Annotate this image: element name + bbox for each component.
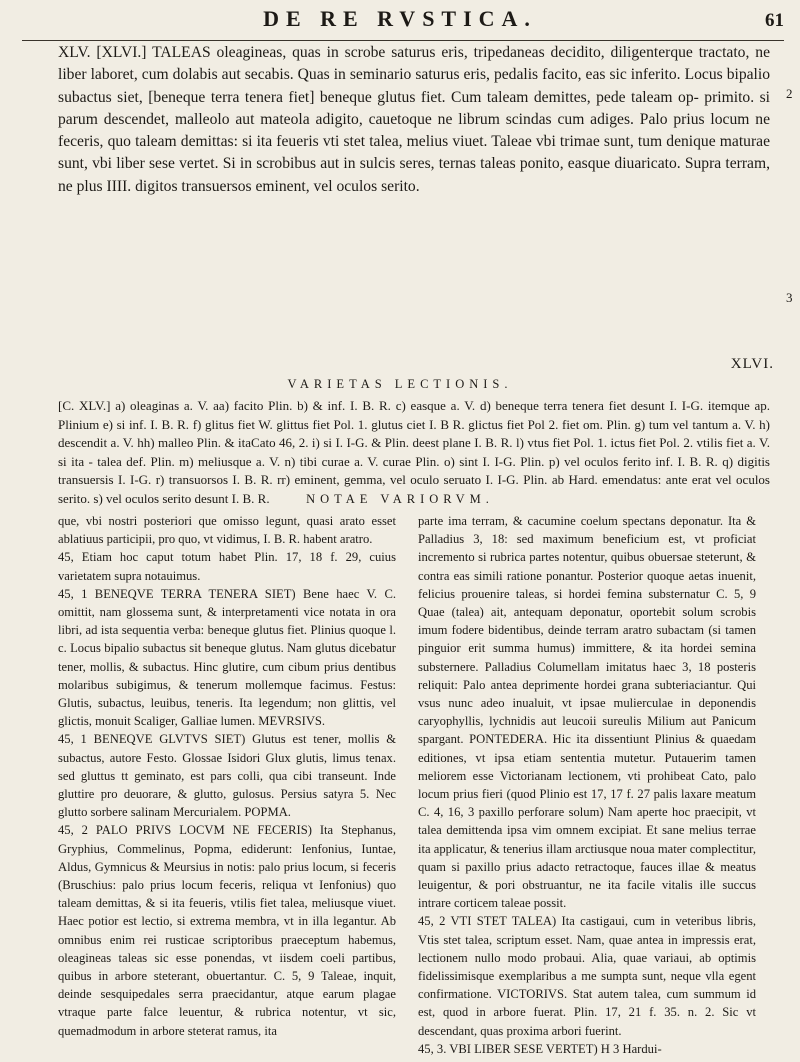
main-text (58, 42, 770, 198)
running-head: DE RE RVSTICA. (263, 6, 537, 31)
note-paragraph: 45, 3. VBI LIBER SESE VERTET) H 3 Hardui- (418, 1041, 662, 1056)
note-paragraph: 45, 1 BENEQVE TERRA TENERA SIET) Bene haec V. C. omittit, nam glossema sunt, & interpretamenti vice notata in ora libri, ad ista sequentia verba: beneque glutus fiet. Plinius quoque l. c. Locus bipalio subactus sit beneque glutus. Nam glutus dicebatur tener, mollis, & subactus. Hinc glutire, cum cibum prius dentibus molaribus subigimus, & tenerum mollemque facimus. Festus: Glutis, subactus, leuibus, teneris. Ita legendum; non glittis, vel glictis, monuit Scaliger, Galliae lumen. MEVRSIVS. (58, 586, 396, 729)
margin-number: 3 (786, 290, 793, 305)
main-paragraph: XLV. [XLVI.] TALEAS oleagineas, quas in scrobe saturus eris, tripedaneas decidito, diligenterque tractato, ne liber laboret, cum dolabis aut secabis. Quas in seminario saturus eris, pedalis facito, eas sic inferito. Locus bipalio subactus siet, [beneque terra tenera fiet] beneque glutus fiet. Cum taleam demittes, pede taleam op- primito. si parum descendet, malleolo aut mateola adigito, cauetoque ne librum scindas cum adiges. Palo prius locum ne feceris, quo taleam demittas: si ita feueris vti stet talea, melius viuet. Taleae vbi trimae sunt, tum denique maturae sunt, vbi liber sese vertet. Si in scrobibus aut in sulcis seres, ternas taleas ponito, easque diuaricato. Supra terram, ne plus IIII. digitos transuersos eminent, vel oculos serito. (58, 44, 770, 195)
header-rule (22, 40, 784, 41)
note-paragraph: 45, 2 PALO PRIVS LOCVM NE FECERIS) Ita Stephanus, Gryphius, Commelinus, Popma, ediderunt: Ienfonius, Iuntae, Aldus, Gymnicus & Meursius in notis: palo prius locum, si feceris (Bruschius: palo prius locum feceris, reliqua vt Ienfonius) quo taleam demittas, & si ita feueris, vtilis fiet talea, meliusque viuet. Haec potior est lectio, si extrema membra, vt in illa legantur. Ab omnibus enim rei rusticae scriptoribus praeceptum habemus, oleagineas taleas sic esse ponendas, vt iisdem coeli partibus, quibus in arbore steterant, obuertantur. C. 5, 9 Taleae, inquit, deinde sesquipedales serra praecidantur, atque earum plagae vtraque parte falce leuentur, & rubrica notentur, vt sic, quemadmodum in arbore steterat ramus, ita (58, 823, 396, 1038)
section-end-marker: XLVI. (730, 356, 774, 372)
note-paragraph: 45, 1 BENEQVE GLVTVS SIET) Glutus est tener, mollis & subactus, autore Festo. Glossae Isidori Glux glutis, limus tenax. sed gluttus tt geminato, est pars colli, qua cibi transeunt. Inde gluttire pro deuorare, & glutto, gulosus. Persius satyra 5. Nec glutto sorbere salinam Mercurialem. POPMA. (58, 732, 396, 820)
notae-variorum-heading: NOTAE VARIORVM. (306, 492, 494, 506)
note-paragraph: parte ima terram, & cacumine coelum spectans deponatur. Ita & Palladius 3, 18: sed maximum beneficium est, vt proficiat incremento si rubrica partes notentur, quibus obuersae steterunt, & contra eas simili ratione ponantur. Posterior quoque aetas inuenit, felicius prouenire taleas, si hordei femina substernatur C. 5, 9 Quae (talea) ait, antequam deponatur, oportebit solum scrobis imum fodere bidentibus, deinde terram aratro subactam (si tamen pinguior erit summa humus) immittere, & ita hordei semina substernere. Palladius Columellam imitatus haec 3, 18 posteris reliquit: Palo antea deprimente hordei grana subteriaciantur. Qui vsus nunc adeo inualuit, vt ipsae mulierculae in deponendis caryophyllis, lychnidis aut leucoii sureulis Milium aut Panicum spargant. PONTEDERA. Hic ita dissentiunt Plinius & quaedam editiones, vt ipsa etiam sententia mutetur. Putauerim tamen meliorem esse Victorianam lectionem, vti prohibeat Cato, palo locum prius fieri (quod Plinio est 17, 17 f. 27 palis laxare meatum C. 4, 16, 3 paxillo perforare solum) Nam aperte hoc praecipit, vt talea demittenda ipsa vim omnem excipiat. Et sane melius terrae ita applicatur, & tenerius illam arctiusque noua mater complectitur, quam si paxillo prius adacto retractoque, fauces illae & meatus leuigentur, & pori obstruantur, ne ita facile vitalis ille succus intrare corticem taleae possit. (418, 514, 756, 911)
note-paragraph: 45, 2 VTI STET TALEA) Ita castigaui, cum in veteribus libris, Vtis stet talea, scriptum esset. Nam, quae antea in impressis erat, lectionem nullo modo probaui. Alia, quae variaui, ab optimis fidelissimisque exemplaribus a me sumpta sunt, neque vlla egent confirmatione. VICTORIVS. Stat autem talea, cum summum id est, quod in arbore fuerat. Plin. 17, 21 f. 35. n. 2. Sic vt descendant, quas proxima arbori fuerint. (418, 914, 756, 1038)
varietas-lectionis-text: [C. XLV.] a) oleaginas a. V. aa) facito Plin. b) & inf. I. B. R. c) easque a. V. d) beneque terra tenera fiet desunt I. I-G. itemque ap. Plinium e) si inf. I. B. R. f) glitus fiet W. glittus fiet Pol. 1. glutus ciet I. B R. glictus fiet Pol 2. fiet om. Plin. g) tum vel tantum a. V. h) descendit a. V. hh) malleo Plin. & itaCato 46, 2. i) si I. I-G. & Plin. deest plane I. B. R. l) vtus fiet Pol. 1. ictus fiet Pol. 2. vtilis fiet a. V. si ita - talea def. Plin. m) meliusque a. V. n) tibi curae a. V. curae Plin. o) sint I. I-G. Plin. p) vel oculos ferito inf. I. B. R. q) digitis transuersis I. I-G. r) transuorsos I. B. R. rr) eminent, gemma, vel oculo seruato I. I-G. Plin. ab Hard. emendatus: ante erat vel oculos serito. s) vel oculos serito desunt I. B. R. (58, 398, 770, 506)
margin-number: 2 (786, 86, 793, 101)
notes-left-column (58, 512, 396, 1040)
note-paragraph: 45, Etiam hoc caput totum habet Plin. 17, 18 f. 29, cuius varietatem supra notauimus. (58, 550, 396, 583)
varietas-lectionis-heading: VARIETAS LECTIONIS. (287, 377, 513, 391)
note-paragraph: que, vbi nostri posteriori que omisso legunt, quasi arato esset ablatiuus participii, pro quo, vt vidimus, I. B. R. habent aratro. (58, 514, 396, 547)
notes-right-column (418, 512, 756, 1058)
page-number: 61 (765, 10, 784, 31)
